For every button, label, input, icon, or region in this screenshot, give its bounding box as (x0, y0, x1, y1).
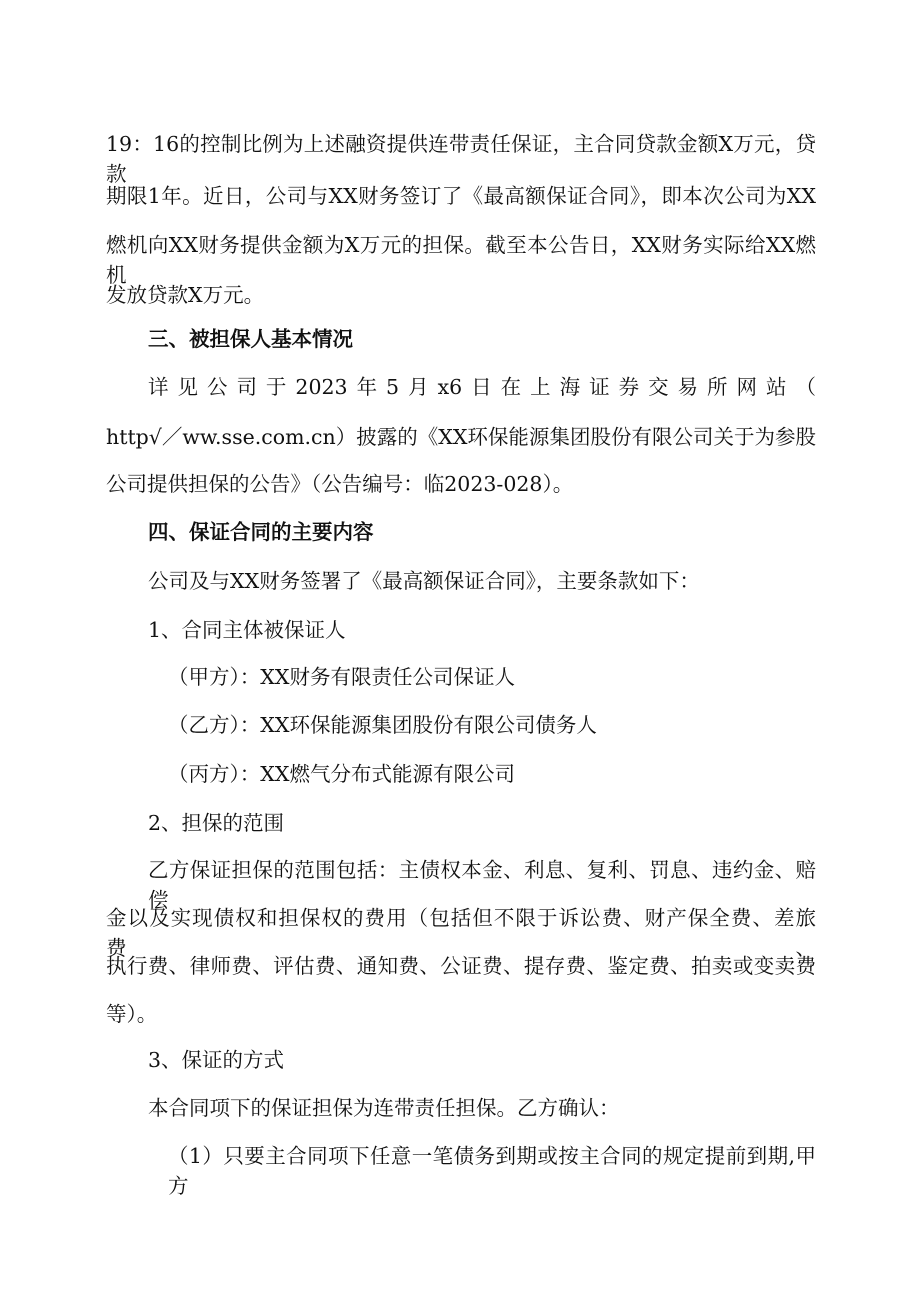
party-line: （甲方）：XX财务有限责任公司保证人 (168, 665, 515, 689)
section-heading: 三、被担保人基本情况 (148, 327, 353, 351)
paragraph-line: 燃机向XX财务提供金额为X万元的担保。截至本公告日，XX财务实际给XX燃机 (106, 233, 816, 287)
item-title: 2、担保的范围 (148, 811, 285, 835)
party-line: （丙方）：XX燃气分布式能源有限公司 (168, 762, 515, 786)
paragraph-line: 期限1年。近日，公司与XX财务签订了《最高额保证合同》，即本次公司为XX (106, 184, 816, 208)
paragraph-line: 公司提供担保的公告》（公告编号：临2023-028）。 (106, 472, 574, 496)
paragraph-line: 公司及与XX财务签署了《最高额保证合同》，主要条款如下： (148, 569, 700, 593)
paragraph-line: 详见公司于2023年5月x6日在上海证券交易所网站（ (148, 375, 816, 399)
paragraph-line: 19：16的控制比例为上述融资提供连带责任保证，主合同贷款金额X万元，贷款 (106, 132, 816, 186)
section-heading: 四、保证合同的主要内容 (148, 520, 374, 544)
party-line: （乙方）：XX环保能源集团股份有限公司债务人 (168, 713, 597, 737)
paragraph-line: 执行费、律师费、评估费、通知费、公证费、提存费、鉴定费、拍卖或变卖费 (106, 954, 816, 978)
item-title: 1、合同主体被保证人 (148, 618, 346, 642)
paragraph-line: 本合同项下的保证担保为连带责任担保。乙方确认： (148, 1096, 620, 1120)
paragraph-line: 乙方保证担保的范围包括：主债权本金、利息、复利、罚息、违约金、赔偿 (148, 858, 816, 912)
paragraph-line: 金以及实现债权和担保权的费用（包括但不限于诉讼费、财产保全费、差旅费、 (106, 906, 816, 960)
paragraph-line: （1）只要主合同项下任意一笔债务到期或按主合同的规定提前到期,甲方 (168, 1144, 816, 1198)
paragraph-line: 发放贷款X万元。 (106, 283, 265, 307)
item-title: 3、保证的方式 (148, 1048, 285, 1072)
paragraph-line: 等）。 (106, 1002, 158, 1026)
paragraph-line: http√／ww.sse.com.cn）披露的《XX环保能源集团股份有限公司关于为参股 (106, 425, 816, 449)
